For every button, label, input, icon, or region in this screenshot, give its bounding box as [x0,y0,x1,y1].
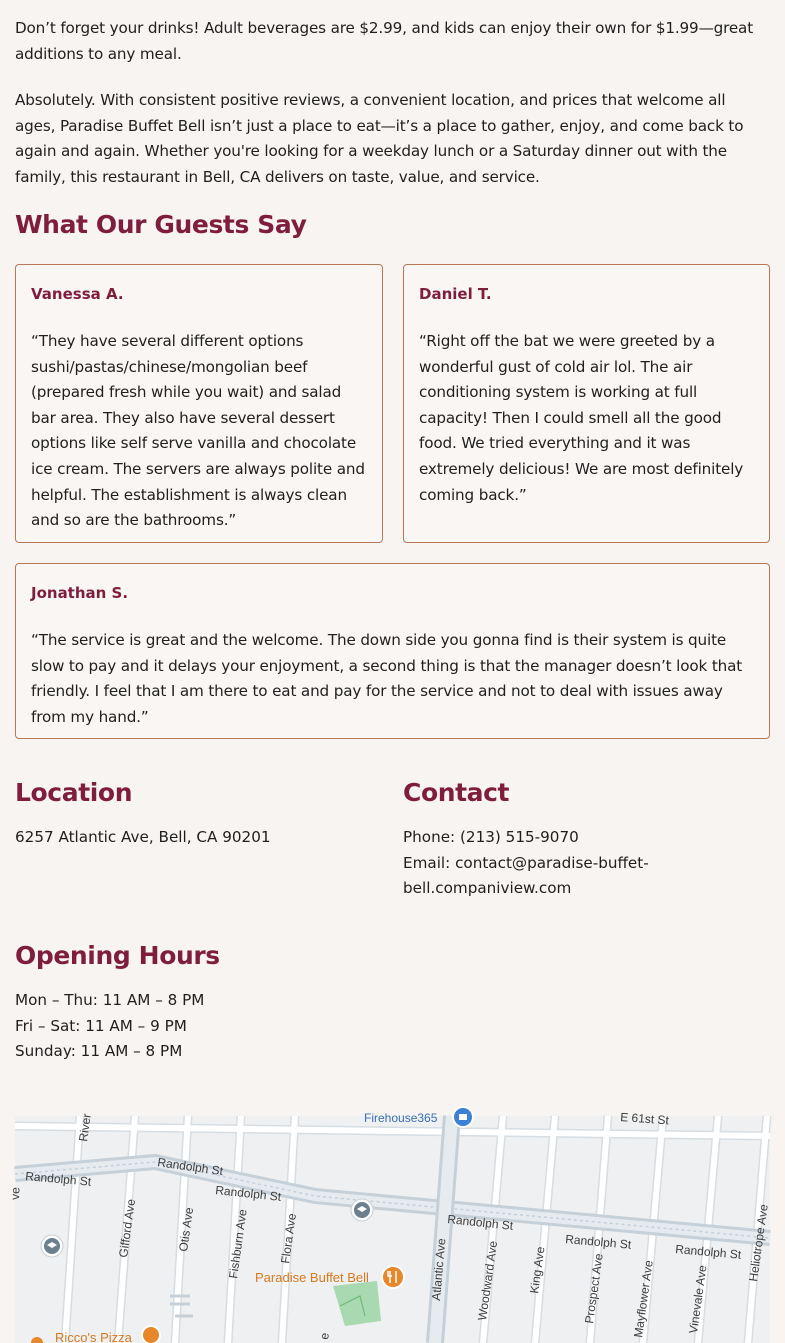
firehouse-label: Firehouse365 [364,1111,438,1125]
street-label: Fishburn Ave [226,1208,250,1280]
contact-phone[interactable]: Phone: (213) 515-9070 [403,828,579,846]
contact-heading: Contact [403,778,510,807]
street-label: Woodward Ave [475,1239,501,1322]
school-icon[interactable] [41,1235,63,1257]
reviewer-name: Daniel T. [419,285,492,303]
reviews-heading: What Our Guests Say [15,210,307,239]
location-heading: Location [15,778,133,807]
review-quote: “Right off the bat we were greeted by a wonderful gust of cold air lol. The air conditioning system is working at full capacity! Then I could smell all the good food. We tried everything and it was extremely delicious! We are most definitely coming back.” [419,332,744,504]
hours-line: Sunday: 11 AM – 8 PM [15,1042,183,1061]
street-label: Randolph St [214,1183,282,1204]
contact-details [403,825,663,902]
street-label: Randolph St [564,1232,632,1252]
review-card [403,264,770,543]
review-card [15,563,770,739]
street-label: Gifford Ave [116,1198,139,1259]
pizza-label[interactable]: Ricco's Pizza [55,1330,132,1343]
pizza-pin-icon[interactable] [142,1326,160,1343]
street-label: River [76,1112,94,1143]
review-quote: “They have several different options sushi/pastas/chinese/mongolian beef (prepared fresh while you wait) and salad bar area. They also have several dessert options like self serve vanilla and chocolate ice cream. The servers are always polite and helpful. The establishment is always clean and so are the bathrooms.” [31,332,365,530]
reviewer-name: Jonathan S. [31,584,129,602]
street-label: King Ave [527,1245,548,1295]
reviewer-name: Vanessa A. [31,285,124,303]
hours-line: Fri – Sat: 11 AM – 9 PM [15,1016,187,1035]
street-label: Randolph St [156,1155,224,1179]
restaurant-pin-icon[interactable] [382,1266,404,1288]
fire-station-icon[interactable] [453,1107,473,1127]
location-address: 6257 Atlantic Ave, Bell, CA 90201 [15,828,271,846]
review-card [15,264,383,543]
restaurant-label[interactable]: Paradise Buffet Bell [255,1270,369,1285]
street-label: Mayflower Ave [631,1259,656,1339]
summary-paragraph: Absolutely. With consistent positive reviews, a convenient location, and prices that welcome all ages, Paradise Buffet Bell isn’t just a place to eat—it’s a place to gather, enjoy, and come back to again and again. Whether you're looking for a weekday lunch or a Saturday dinner out with the family, this restaurant in Bell, CA delivers on taste, value, and service. [15,91,744,186]
street-label: Randolph St [446,1212,514,1233]
street-label: Randolph St [24,1169,92,1189]
street-label: Vinevale Ave [686,1264,710,1335]
school-icon[interactable] [351,1199,373,1221]
contact-email[interactable]: Email: contact@paradise-buffet-bell.companiview.com [403,853,649,898]
street-label: Atlantic Ave [429,1237,449,1302]
street-label: e [317,1331,332,1341]
street-label: ve [8,1186,23,1201]
hours-line: Mon – Thu: 11 AM – 8 PM [15,991,205,1009]
street-label: Randolph St [674,1242,742,1262]
street-label: Flora Ave [278,1212,299,1265]
location-map[interactable] [8,1110,771,1343]
hours-heading: Opening Hours [15,941,220,970]
review-quote: “The service is great and the welcome. The down side you gonna find is their system is quite slow to pay and it delays your enjoyment, a second thing is that the manager doesn’t look that friendly. I feel that I am there to eat and pay for the service and not to deal with issues away from my hand.” [31,631,743,726]
street-label: E 61st St [619,1110,670,1128]
street-label: Heliotrope Ave [746,1203,771,1283]
map-canvas[interactable] [8,1110,771,1343]
street-label: Otis Ave [176,1206,197,1253]
drinks-paragraph: Don’t forget your drinks! Adult beverages are $2.99, and kids can enjoy their own for $1.99—great additions to any meal. [15,19,754,63]
hours-list [15,988,204,1065]
street-label: Prospect Ave [582,1252,606,1325]
